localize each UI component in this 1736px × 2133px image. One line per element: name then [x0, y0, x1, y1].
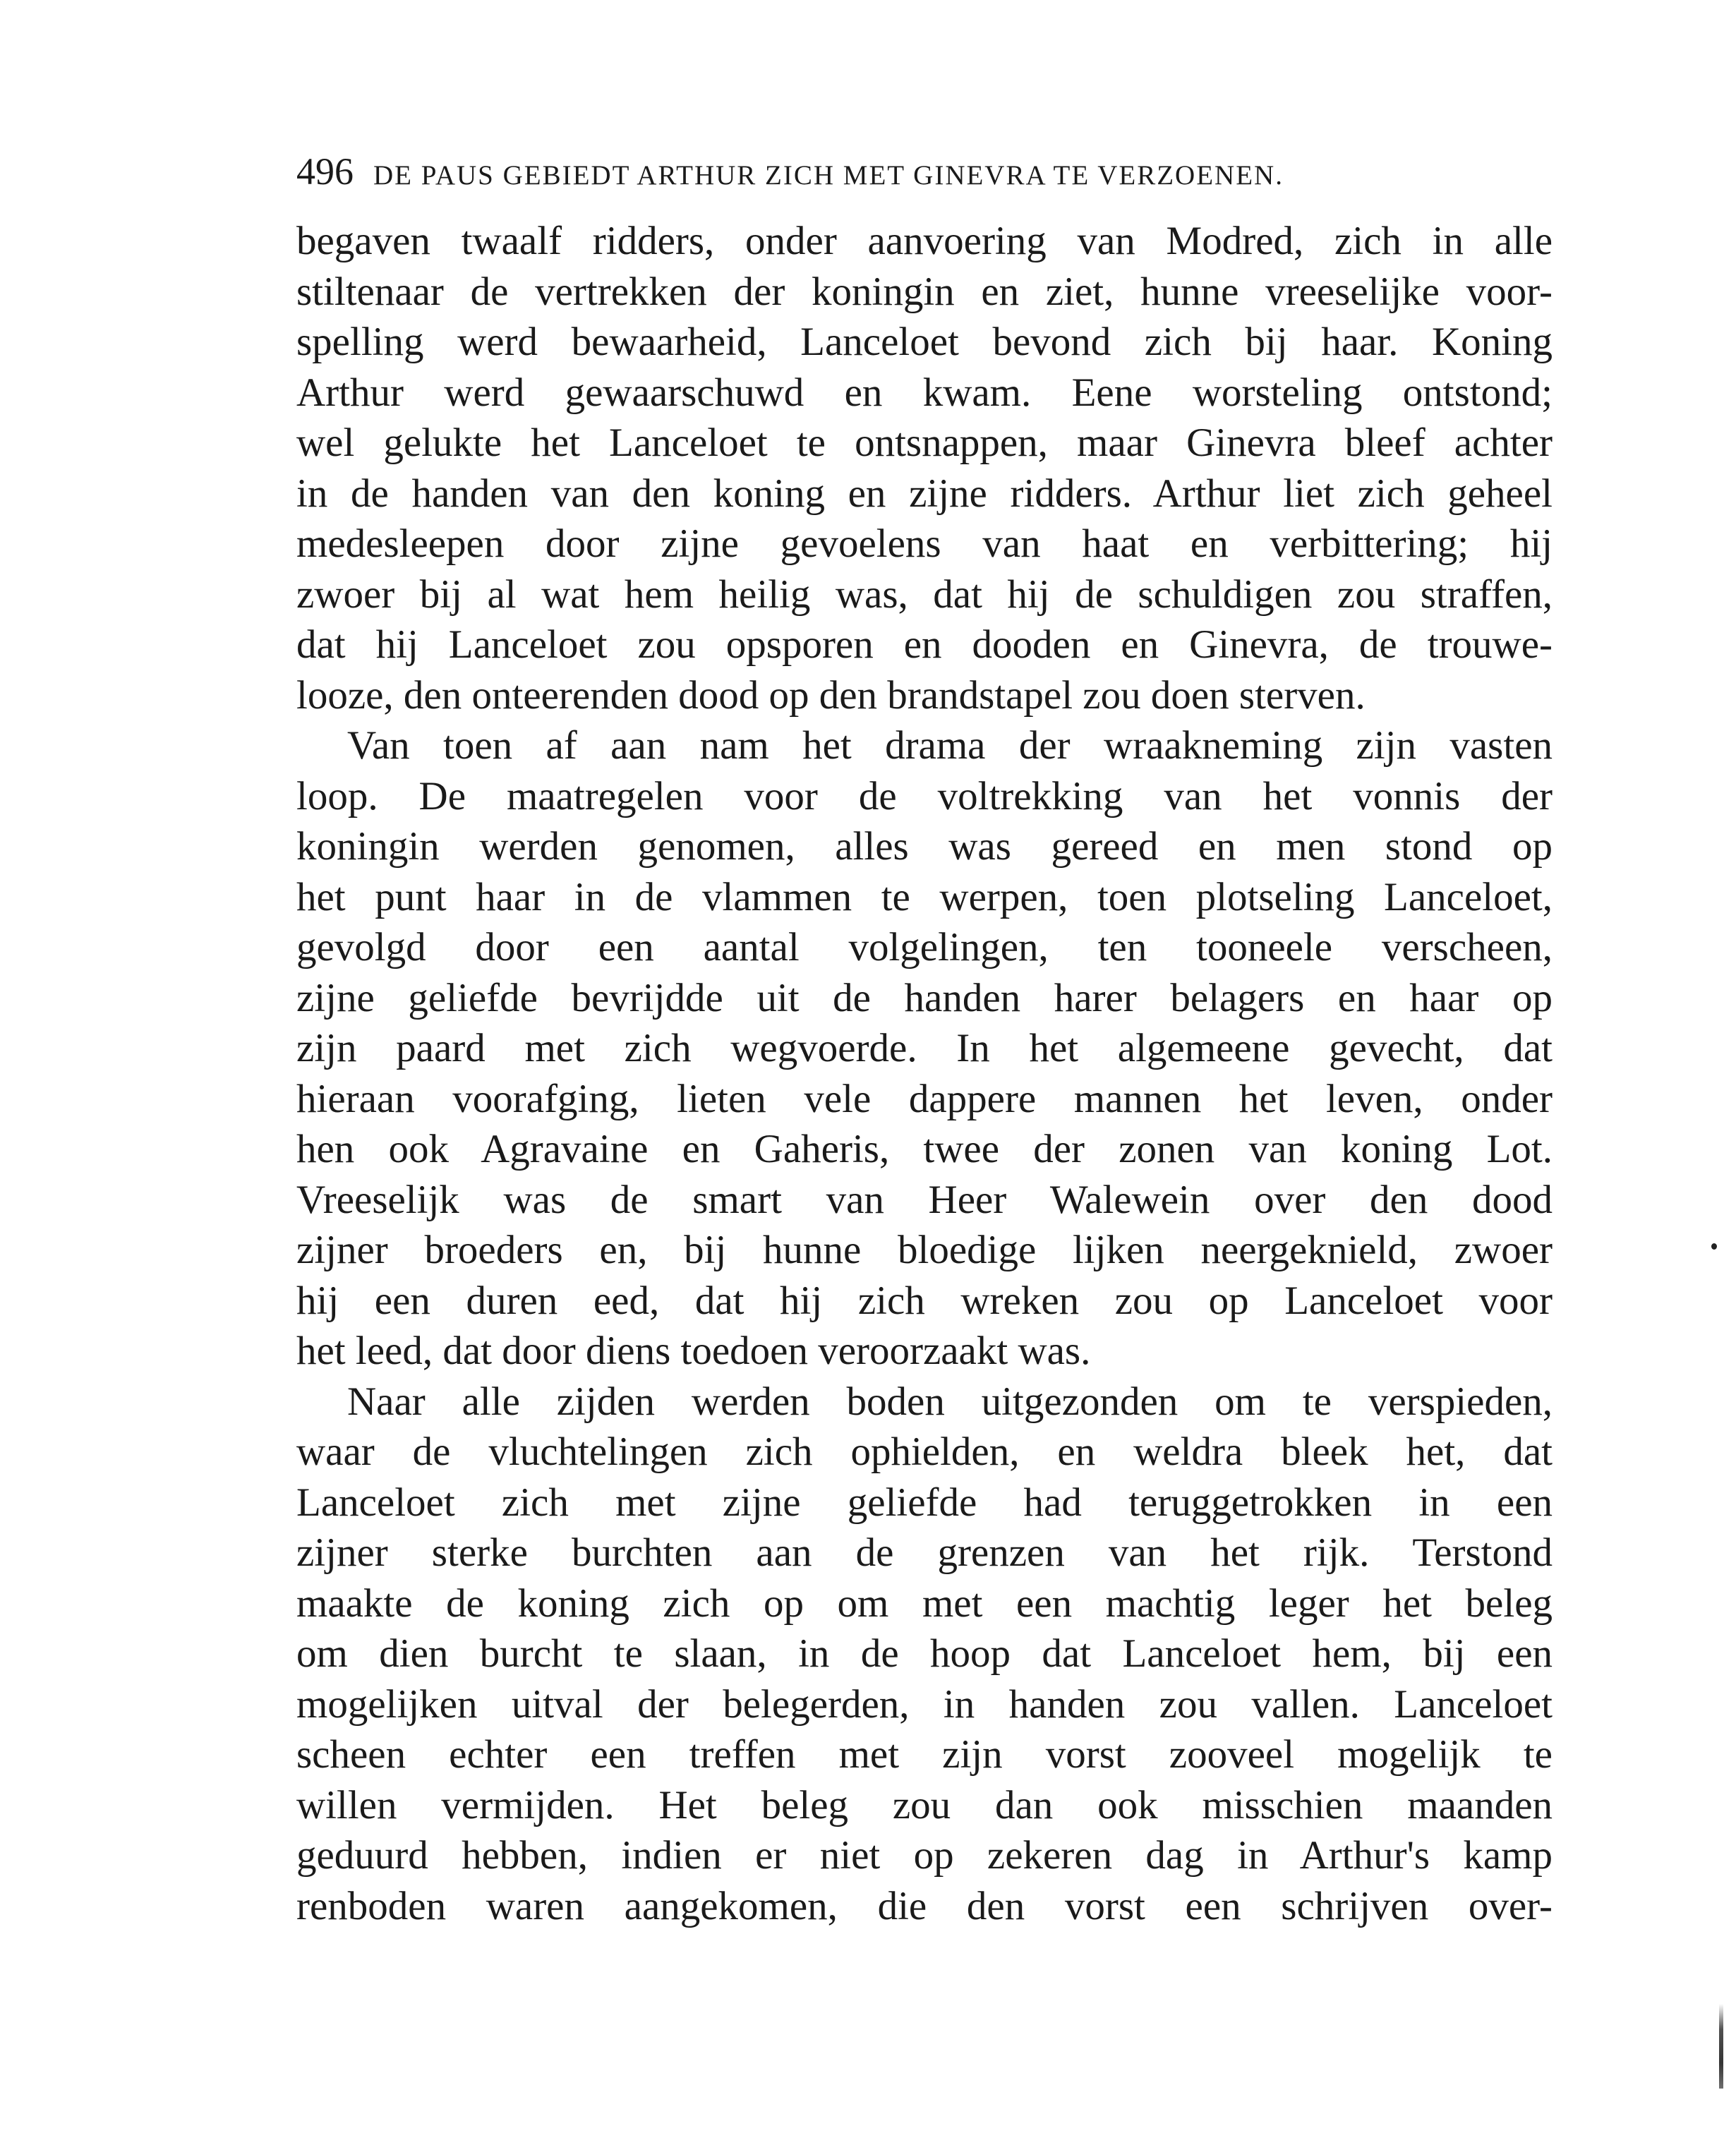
print-speck	[1711, 1243, 1717, 1250]
paragraph-3	[296, 1377, 1553, 1932]
text-line: scheen echter een treffen met zijn vorst zooveel mogelijk te	[296, 1732, 1553, 1777]
text-line: medesleepen door zijne gevoelens van haat en verbittering; hij	[296, 521, 1553, 566]
text-line: dat hij Lanceloet zou opsporen en dooden en Ginevra, de trouwe-	[296, 622, 1553, 667]
text-line: het punt haar in de vlammen te werpen, toen plotseling Lanceloet,	[296, 874, 1553, 919]
text-line: gevolgd door een aantal volgelingen, ten tooneele verscheen,	[296, 925, 1553, 969]
text-line: zijner broeders en, bij hunne bloedige lijken neergeknield, zwoer	[296, 1228, 1553, 1272]
text-line: spelling werd bewaarheid, Lanceloet bevond zich bij haar. Koning	[296, 320, 1553, 364]
text-line: begaven twaalf ridders, onder aanvoering van Modred, zich in alle	[296, 219, 1553, 263]
text-line: maakte de koning zich op om met een machtig leger het beleg	[296, 1581, 1553, 1626]
text-line: stiltenaar de vertrekken der koningin en ziet, hunne vreeselijke voor-	[296, 269, 1553, 314]
text-line: Vreeselijk was de smart van Heer Walewein over den dood	[296, 1177, 1553, 1222]
page-number: 496	[296, 150, 354, 193]
text-line: Lanceloet zich met zijne geliefde had teruggetrokken in een	[296, 1480, 1553, 1525]
text-line: zijn paard met zich wegvoerde. In het algemeene gevecht, dat	[296, 1026, 1553, 1070]
running-title: DE PAUS GEBIEDT ARTHUR ZICH MET GINEVRA TE VERZOENEN.	[373, 160, 1284, 191]
text-line: Naar alle zijden werden boden uitgezonden om te verspieden,	[347, 1379, 1553, 1424]
paragraph-2	[296, 720, 1553, 1377]
text-line: zwoer bij al wat hem heilig was, dat hij de schuldigen zou straffen,	[296, 572, 1553, 617]
text-line: wel gelukte het Lanceloet te ontsnappen, maar Ginevra bleef achter	[296, 421, 1553, 465]
text-line: mogelijken uitval der belegerden, in handen zou vallen. Lanceloet	[296, 1681, 1553, 1727]
text-line: geduurd hebben, indien er niet op zekeren dag in Arthur's kamp	[296, 1833, 1553, 1878]
paragraph-1	[296, 216, 1553, 720]
text-line: hij een duren eed, dat hij zich wreken zou op Lanceloet voor	[296, 1278, 1553, 1323]
text-line: renboden waren aangekomen, die den vorst een schrijven over-	[296, 1883, 1553, 1928]
text-line: Van toen af aan nam het drama der wraakneming zijn vasten	[347, 723, 1553, 768]
text-line: om dien burcht te slaan, in de hoop dat Lanceloet hem, bij een	[296, 1631, 1553, 1676]
body-text	[296, 216, 1553, 1931]
text-line: waar de vluchtelingen zich ophielden, en weldra bleek het, dat	[296, 1430, 1553, 1474]
text-line: zijne geliefde bevrijdde uit de handen harer belagers en haar op	[296, 975, 1553, 1020]
page-edge-mark	[1719, 2004, 1723, 2089]
text-line: in de handen van den koning en zijne ridders. Arthur liet zich geheel	[296, 471, 1553, 516]
text-line: zijner sterke burchten aan de grenzen van het rijk. Terstond	[296, 1530, 1553, 1575]
running-head	[296, 150, 1553, 199]
text-line: loop. De maatregelen voor de voltrekking van het vonnis der	[296, 773, 1553, 818]
text-line: looze, den onteerenden dood op den brandstapel zou doen sterven.	[296, 672, 1366, 718]
text-line: willen vermijden. Het beleg zou dan ook misschien maanden	[296, 1782, 1553, 1827]
text-line: hen ook Agravaine en Gaheris, twee der zonen van koning Lot.	[296, 1127, 1553, 1171]
text-line: het leed, dat door diens toedoen veroorzaakt was.	[296, 1329, 1091, 1373]
text-line: Arthur werd gewaarschuwd en kwam. Eene worsteling ontstond;	[296, 370, 1553, 415]
text-line: koningin werden genomen, alles was gereed en men stond op	[296, 824, 1553, 869]
text-line: hieraan voorafging, lieten vele dappere mannen het leven, onder	[296, 1076, 1553, 1121]
